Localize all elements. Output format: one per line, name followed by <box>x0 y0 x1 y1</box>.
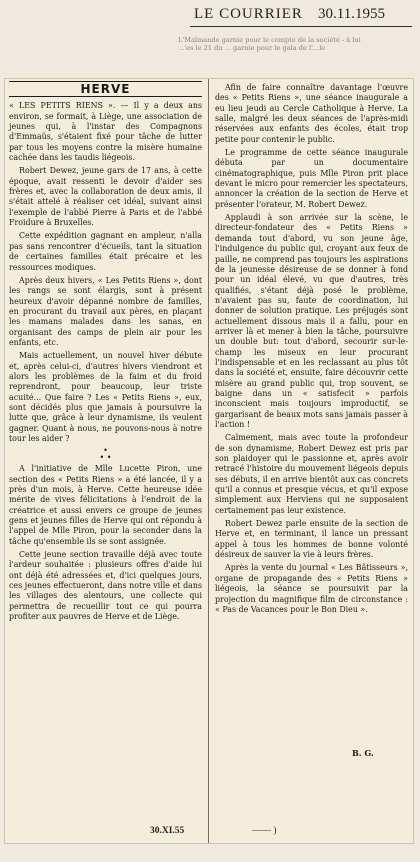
article-paragraph: Cette jeune section travaille déjà avec toute l'ardeur souhaitée : plusieurs offres d'aide lui ont déjà été adressées et, d'ici quelques jours, ces jeunes effectueront, dans notre ville et dans les villages des alentours, une collecte qui permettra de recueillir tout ce qui pourra profiter aux pauvres de Herve et de Liège. <box>9 550 202 622</box>
article-column-right <box>215 79 408 618</box>
article-paragraph: Robert Dewez, jeune gars de 17 ans, à cette époque, avait ressenti le devoir d'aider ses frères et, avec la collaboration de deux amis, il s'était attelé à réaliser cet idéal, suivant ainsi l'exemple de l'abbé Pierre à Paris et de l'abbé Froidure à Bruxelles. <box>9 166 202 228</box>
article-paragraph: Mais actuellement, un nouvel hiver débute et, après celui-ci, d'autres hivers viendront et alors les problèmes de la faim et du froid reprendront, pour beaucoup, leur triste acuité... Que faire ? Les « Petits Riens », eux, sont décidés plus que jamais à poursuivre la lutte que, grâce à leur dynamisme, ils veulent gagner. Quant à nous, ne pouvons-nous à notre tour les aider ? <box>9 351 202 443</box>
paragraph-separator: • • • <box>99 446 112 463</box>
author-signature: B. G. <box>352 748 374 758</box>
newspaper-clipping <box>4 78 414 844</box>
column-divider <box>208 79 209 844</box>
article-paragraph: Applaudi à son arrivée sur la scène, le directeur-fondateur des « Petits Riens » demanda tout d'abord, vu son jeune âge, l'indulgence du public qui, croyant aux feux de paille, ne comprend pas toujours les aspirations de la jeunesse désireuse de se donner à fond pour un idéal élevé, vu que d'autres, très qualifiés, s'étant déjà posé le problème, n'avaient pas su, faute de coordination, lui donner de solution pratique. Les préjugés sont actuellement dissous mais il a fallu, pour en arriver là et mener à bien la tâche, poursuivre un double but: tout d'abord, secourir sur-le-champ les miseux en leur procurant l'indispensable et en les reclassant au plus tôt dans la société et, ensuite, faire découvrir cette misère au grand public qui, trop souvent, se baigne dans un « satisfecit » parfois inconscient mais toujours improductif, se gargarisant de beaux mots sans jamais passer à l'action ! <box>215 213 408 429</box>
article-paragraph: A l'initiative de Mlle Lucette Piron, une section des « Petits Riens » a été lancée, il y a près d'un mois, à Herve. Cette heureuse idée mérite de vives félicitations à l'endroit de la créatrice et aussi envers ce groupe de jeunes gens et jeunes filles de Herve qui ont répondu à l'appel de Mlle Piron, pour la seconder dans la tâche qu'ensemble ils se sont assignée. <box>9 464 202 546</box>
date-stamp: 30.XI.55 <box>150 826 185 836</box>
article-paragraph: Cette expédition gagnant en ampleur, n'alla pas sans rencontrer d'écueils, tant la situation de certaines familles était précaire et les ressources modiques. <box>9 231 202 272</box>
article-paragraph: Après deux hivers, « Les Petits Riens », dont les rangs se sont élargis, sont à présent heureux d'avoir dépanné nombre de familles, en procurant du travail aux pères, en plaçant les mamans malades dans les sanas, en organisant des camps de plein air pour les enfants, etc. <box>9 275 202 347</box>
article-paragraph: Le programme de cette séance inaugurale débuta par un documentaire cinématographique, puis Mlle Piron prit place devant le micro pour remercier les spectateurs, annoncer la création de la section de Herve et présenter l'orateur, M. Robert Dewez. <box>215 148 408 209</box>
newspaper-name: LE COURRIER <box>194 6 303 22</box>
article-paragraph: « LES PETITS RIENS ». — Il y a deux ans environ, se formait, à Liège, une association de jeunes qui, à l'instar des Compagnons d'Emmaüs, s'étaient fixé pour tâche de lutter par tous les moyens contre la misère humaine cachée dans les taudis liégeois. <box>9 101 202 163</box>
footer-mark: —— ) <box>252 826 277 836</box>
clipping-header <box>0 0 420 78</box>
article-paragraph: Après la vente du journal « Les Bâtisseurs », organe de propagande des « Petits Riens » liégeois, la séance se poursuivit par la projection du magnifique film de circonstance : « Pas de Vacances pour le Bon Dieu ». <box>215 563 408 614</box>
section-title: HERVE <box>9 81 202 97</box>
bleed-through-text: L'Malmande garnie pour le compte de la société - à lui ...'es le 21 du ... garnie pour le gala de l'...le <box>178 36 361 52</box>
article-column-left <box>9 79 202 626</box>
article-paragraph: Calmement, mais avec toute la profondeur de son dynamisme, Robert Dewez est pris par son plaidoyer qui le passionne et, après avoir retracé l'histoire du mouvement liégeois depuis ses débuts, il en arrive bientôt aux cas concrets qu'il a connus et presque vécus, et qu'il expose simplement aux Herviens qui ne supposaient certainement pas leur existence. <box>215 433 408 515</box>
article-paragraph: Robert Dewez parle ensuite de la section de Herve et, en terminant, il lance un pressant appel à tous les hommes de bonne volonté désireux de sauver la vie à leurs frères. <box>215 519 408 560</box>
article-paragraph: Afin de faire connaître davantage l'œuvre des « Petits Riens », une séance inaugurale a eu lieu jeudi au Cercle Catholique à Herve. La salle, malgré les deux séances de l'après-midi réservées aux enfants des écoles, était trop petite pour contenir le public. <box>215 83 408 144</box>
masthead-rule <box>190 26 412 27</box>
newspaper-date: 30.11.1955 <box>318 6 385 22</box>
